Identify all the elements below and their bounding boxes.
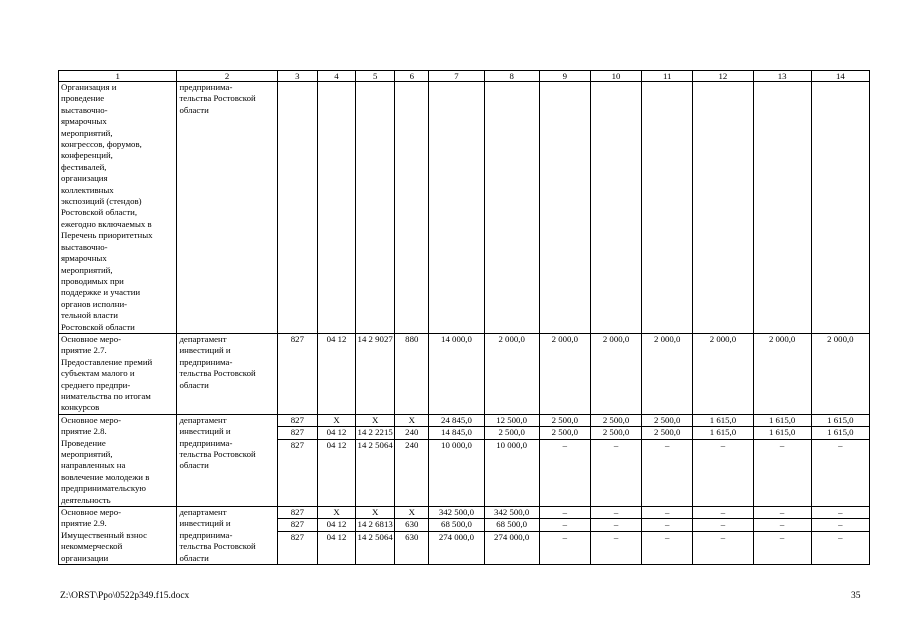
value-cell [356, 414, 395, 506]
value-cell [429, 507, 484, 565]
value-line: Х [356, 415, 394, 427]
executor-cell [177, 82, 277, 334]
value-line: 240 [405, 439, 419, 450]
text-line: области [179, 104, 209, 115]
header-row [59, 71, 870, 82]
executor-cell [177, 507, 277, 565]
value-line: – [642, 519, 692, 531]
text-line: тельства Ростовской [179, 541, 256, 552]
executor-cell [177, 414, 277, 506]
column-header: 9 [539, 71, 590, 82]
value-line: 14 2 9027 [357, 333, 393, 344]
text-line: конкурсов [61, 402, 100, 413]
value-line: 1 615,0 [754, 427, 811, 439]
column-header: 13 [753, 71, 811, 82]
value-cell [811, 333, 869, 414]
column-header: 8 [484, 71, 539, 82]
text-line: проводимых при [61, 275, 124, 286]
value-cell [317, 333, 355, 414]
value-line: 827 [290, 439, 304, 450]
text-line: департамент [179, 507, 227, 518]
value-line: 2 500,0 [591, 415, 641, 427]
column-header: 2 [177, 71, 277, 82]
value-cell [811, 82, 869, 334]
value-cell [317, 82, 355, 334]
value-cell [539, 333, 590, 414]
value-cell [590, 82, 641, 334]
value-cell [317, 507, 355, 565]
value-line: 342 500,0 [429, 507, 483, 519]
value-line: 1 615,0 [693, 415, 752, 427]
value-line: Х [318, 507, 355, 519]
text-line: Ростовской области [61, 321, 135, 332]
text-line: органов исполни- [61, 298, 128, 309]
text-line: тельства Ростовской [179, 449, 256, 459]
text-line: мероприятий, [61, 127, 113, 138]
value-line: – [665, 531, 670, 542]
value-cell [484, 414, 539, 506]
value-line: 827 [290, 333, 304, 344]
value-line: Х [395, 507, 428, 519]
value-line: 1 615,0 [812, 427, 869, 439]
value-cell [539, 507, 590, 565]
value-line: 04 12 [318, 519, 355, 531]
text-line: тельства Ростовской [179, 93, 256, 104]
text-line: конференций, [61, 150, 113, 161]
value-line: – [838, 531, 843, 542]
text-line: субъектам малого и [61, 368, 135, 379]
text-line: выставочно- [61, 104, 108, 115]
value-cell [693, 333, 753, 414]
text-line: выставочно- [61, 241, 108, 252]
event-name-cell [59, 82, 177, 334]
text-line: предпринима- [179, 356, 233, 367]
value-cell [753, 507, 811, 565]
column-header: 12 [693, 71, 753, 82]
value-line: 2 500,0 [642, 415, 692, 427]
value-line: – [642, 507, 692, 519]
text-line: тельства Ростовской [179, 368, 256, 379]
value-line: 68 500,0 [429, 519, 483, 531]
column-header: 3 [277, 71, 317, 82]
value-cell [753, 82, 811, 334]
text-line: организация [61, 173, 108, 184]
value-cell [356, 333, 395, 414]
value-line: – [693, 507, 752, 519]
value-line: 2 500,0 [591, 427, 641, 439]
text-line: ярмарочных [61, 116, 107, 127]
text-line: предпринимательскую [61, 483, 146, 494]
value-line: – [562, 439, 568, 450]
value-cell [429, 414, 484, 506]
value-line: 1 615,0 [812, 415, 869, 427]
value-line: 342 500,0 [485, 507, 539, 519]
value-cell [811, 507, 869, 565]
text-line: Ростовской области, [61, 207, 138, 218]
text-line: департамент [179, 414, 227, 425]
value-line: 630 [395, 519, 428, 531]
value-line: 14 845,0 [429, 427, 483, 439]
value-line: – [720, 531, 726, 542]
column-header: 6 [395, 71, 429, 82]
value-cell [395, 414, 429, 506]
text-line: деятельность [61, 494, 111, 505]
value-line: – [613, 439, 619, 450]
value-cell [356, 507, 395, 565]
value-line: 12 500,0 [485, 415, 539, 427]
value-cell [429, 333, 484, 414]
event-name-cell [59, 507, 177, 565]
text-line: области [179, 460, 209, 471]
value-line: 2 000,0 [654, 333, 681, 344]
value-line: 2 000,0 [602, 333, 630, 344]
value-cell [590, 507, 641, 565]
text-line: среднего предпри- [61, 379, 131, 390]
text-line: мероприятий, [61, 449, 113, 459]
value-line: 14 2 6813 [356, 519, 394, 531]
column-header: 11 [642, 71, 693, 82]
value-line: 2 500,0 [540, 427, 590, 439]
value-cell [693, 507, 753, 565]
text-line: организации [61, 552, 109, 563]
value-cell [277, 414, 317, 506]
table-row [59, 414, 870, 506]
value-line: Х [318, 415, 355, 427]
value-line: 04 12 [326, 439, 347, 450]
value-line: 2 000,0 [827, 333, 854, 344]
text-line: области [179, 379, 209, 390]
value-line: 827 [290, 531, 304, 542]
value-cell [395, 82, 429, 334]
text-line: направленных на [61, 460, 126, 471]
value-line: Х [395, 415, 428, 427]
event-name-cell [59, 414, 177, 506]
value-line: 827 [278, 415, 317, 427]
value-line: 24 845,0 [429, 415, 483, 427]
value-line: Х [356, 507, 394, 519]
column-header: 1 [59, 71, 177, 82]
value-cell [277, 82, 317, 334]
value-line: 14 2 2215 [356, 427, 394, 439]
value-line: 04 12 [326, 333, 347, 344]
value-line: 2 000,0 [709, 333, 737, 344]
value-line: – [665, 439, 670, 450]
event-name-cell [59, 333, 177, 414]
value-cell [811, 414, 869, 506]
text-line: предпринима- [179, 82, 233, 92]
table-row [59, 82, 870, 334]
value-cell [642, 507, 693, 565]
value-line: – [591, 507, 641, 519]
value-line: – [591, 519, 641, 531]
text-line: проведение [61, 93, 105, 104]
column-header: 14 [811, 71, 869, 82]
page-number: 35 [851, 591, 861, 601]
value-cell [277, 507, 317, 565]
column-header: 5 [356, 71, 395, 82]
text-line: Имущественный взнос [61, 529, 148, 540]
value-line: 827 [278, 507, 317, 519]
text-line: мероприятий, [61, 264, 113, 275]
value-line: – [754, 507, 811, 519]
value-line: 240 [395, 427, 428, 439]
value-line: – [693, 519, 752, 531]
value-cell [429, 82, 484, 334]
executor-cell [177, 333, 277, 414]
text-line: Предоставление премий [61, 356, 153, 367]
value-cell [484, 82, 539, 334]
text-line: нимательства по итогам [61, 390, 151, 401]
value-line: 10 000,0 [496, 439, 528, 450]
text-line: предпринима- [179, 437, 233, 448]
text-line: экспозиций (стендов) [61, 196, 142, 207]
value-cell [539, 82, 590, 334]
text-line: департамент [179, 333, 227, 344]
text-line: Основное меро- [61, 333, 122, 344]
value-line: – [779, 531, 785, 542]
value-line: 827 [278, 519, 317, 531]
column-header: 7 [429, 71, 484, 82]
value-cell [356, 82, 395, 334]
value-cell [642, 414, 693, 506]
column-header: 10 [590, 71, 641, 82]
text-line: тельной власти [61, 310, 118, 321]
text-line: фестивалей, [61, 161, 107, 172]
text-line: ярмарочных [61, 253, 107, 264]
text-line: ежегодно включаемых в [61, 218, 152, 229]
value-cell [693, 82, 753, 334]
value-cell [277, 333, 317, 414]
value-line: 1 615,0 [754, 415, 811, 427]
text-line: инвестиций и [179, 426, 231, 437]
value-line: 10 000,0 [441, 439, 472, 450]
text-line: приятие 2.7. [61, 345, 107, 356]
value-cell [317, 414, 355, 506]
value-line: 630 [405, 531, 419, 542]
text-line: Проведение [61, 437, 106, 448]
value-cell [395, 507, 429, 565]
value-line: 880 [405, 333, 419, 344]
text-line: Основное меро- [61, 414, 122, 425]
value-line: 2 000,0 [551, 333, 579, 344]
text-line: коллективных [61, 184, 114, 195]
budget-table [58, 70, 870, 565]
text-line: Перечень приоритетных [61, 230, 153, 241]
value-cell [484, 507, 539, 565]
text-line: области [179, 552, 209, 563]
value-line: – [812, 507, 869, 519]
value-cell [590, 414, 641, 506]
value-line: 14 000,0 [441, 333, 472, 344]
value-line: 827 [278, 427, 317, 439]
value-line: – [754, 519, 811, 531]
value-line: – [540, 507, 590, 519]
value-line: 2 500,0 [642, 427, 692, 439]
value-cell [539, 414, 590, 506]
value-cell [753, 414, 811, 506]
value-line: – [838, 439, 843, 450]
value-line: 68 500,0 [485, 519, 539, 531]
value-line: 2 000,0 [768, 333, 796, 344]
text-line: инвестиций и [179, 518, 231, 529]
value-cell [753, 333, 811, 414]
value-line: 14 2 5064 [357, 531, 393, 542]
text-line: поддержке и участии [61, 287, 141, 298]
text-line: вовлечение молодежи в [61, 471, 150, 482]
text-line: Основное меро- [61, 507, 122, 518]
value-line: – [779, 439, 785, 450]
text-line: конгрессов, форумов, [61, 139, 142, 150]
text-line: приятие 2.8. [61, 426, 107, 437]
value-cell [642, 82, 693, 334]
value-line: 04 12 [318, 427, 355, 439]
table-row [59, 507, 870, 565]
value-line: – [562, 531, 568, 542]
value-line: 274 000,0 [494, 531, 530, 542]
value-line: 2 000,0 [498, 333, 525, 344]
text-line: Организация и [61, 82, 117, 92]
text-line: приятие 2.9. [61, 518, 107, 529]
value-cell [484, 333, 539, 414]
value-line: 2 500,0 [485, 427, 539, 439]
value-cell [590, 333, 641, 414]
text-line: предпринима- [179, 529, 233, 540]
value-line: – [613, 531, 619, 542]
value-cell [693, 414, 753, 506]
value-cell [642, 333, 693, 414]
text-line: некоммерческой [61, 541, 123, 552]
value-line: – [720, 439, 726, 450]
file-path: Z:\ORST\Ppo\0522p349.f15.docx [60, 591, 190, 601]
value-line: – [540, 519, 590, 531]
value-cell [395, 333, 429, 414]
value-line: 2 500,0 [540, 415, 590, 427]
value-line: 274 000,0 [438, 531, 475, 542]
value-line: 1 615,0 [693, 427, 752, 439]
column-header: 4 [317, 71, 355, 82]
value-line: – [812, 519, 869, 531]
table-row [59, 333, 870, 414]
value-line: 04 12 [326, 531, 347, 542]
text-line: инвестиций и [179, 345, 231, 356]
value-line: 14 2 5064 [357, 439, 393, 450]
